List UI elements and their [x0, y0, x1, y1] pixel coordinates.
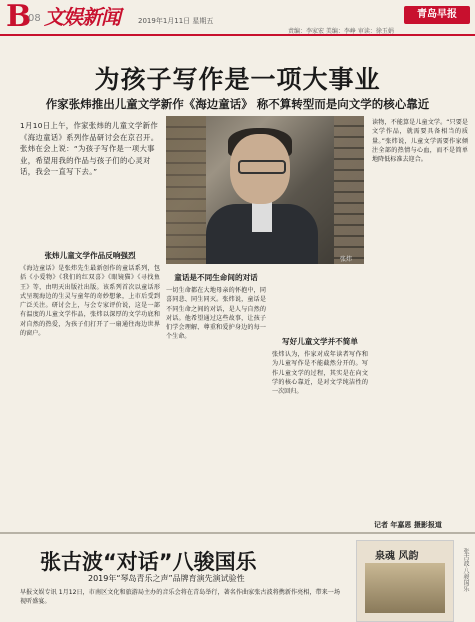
main-headline: 为孩子写作是一项大事业 — [94, 65, 381, 94]
author-photo — [166, 116, 364, 264]
section2-heading: 童话是不同生命间的对话 — [174, 273, 258, 282]
main-subheadline: 作家张炜推出儿童文学新作《海边童话》 称不算转型而是向文学的核心靠近 — [45, 97, 430, 111]
section-letter-logo: B — [6, 0, 32, 34]
section3-text: 张炜认为，作家对成年读者写作和为儿童写作是不能截然分开的。写作儿童文学的过程，其实是在向文学的核心靠近，是对文学纯洁性的一次回归。 — [272, 351, 368, 396]
section2-text: 一切生命都在大地母亲的怀抱中，同喜同悲、同生同灭。张炜说，童话是不同生命之间的对话，是人与自然的对话。他希望通过这些故事，让孩子们学会理解、尊重和爱护身边的每一个生命。 — [166, 287, 266, 341]
bottom-subheadline: 2019年“琴岛青乐之声”品牌育演先演试验性 — [88, 574, 245, 583]
section3-heading: 写好儿童文学并不简单 — [282, 337, 358, 346]
poster-title: 泉魂 风韵 — [375, 551, 419, 562]
issue-date: 2019年1月11日 星期五 — [138, 17, 214, 25]
person-glasses — [238, 160, 286, 174]
section1-heading: 张炜儿童文学作品反响强烈 — [44, 251, 136, 260]
lead-paragraph: 1月10日上午，作家张炜的儿童文学新作《海边童话》系列作品研讨会在京召开。张炜在会上说：“为孩子写作是一项大事业，希望用我的作品与孩子们的心灵对话，我会一直写下去。” — [20, 121, 159, 177]
bookshelf-right — [334, 116, 364, 264]
photo-caption: 张炜 — [340, 256, 353, 263]
section-title: 文娱新闻 — [44, 5, 120, 29]
poster-image — [365, 563, 445, 613]
bottom-intro: 早报文娱专讯 1月12日，市南区文化和旅游局主办的音乐会将在青岛举行，著名作曲家张古波将携新作亮相，带来一场视听盛宴。 — [20, 589, 340, 606]
bottom-headline: 张古波“对话”八骏国乐 — [40, 550, 257, 574]
bookshelf-left — [166, 116, 206, 264]
concert-poster-photo — [356, 540, 454, 622]
bottom-photo-caption: 张古波·八骏国乐 — [462, 548, 469, 592]
reporter-credit: 记者 年嘉恩 摄影报道 — [374, 521, 442, 529]
right-column-text: 读物，不能算是儿童文学。“只要是文学作品，就需要具备相当的质量。”张炜说，儿童文学需要作家倾注全部的热情与心血，而不是简单地降低标准去迎合。 — [372, 119, 468, 164]
page-number: 08 — [28, 13, 41, 24]
person-shirt — [252, 202, 272, 232]
newspaper-brand: 青岛早报 — [404, 6, 470, 24]
section1-text: 《海边童话》是张炜先生最新创作的童话系列，包括《小爱物》《我们的红双喜》《眼镜猫》《寻找鱼王》等，由明天出版社出版。该系列首次以童话形式呈现海边的生灵与童年的奇妙想象，上市后受到广泛关注。研讨会上，与会专家评价说，这是一部有温度的儿童文学作品，张炜以深厚的文学功底和对自然的热爱，为孩子们打开了一扇通往海边世界的窗户。 — [20, 265, 160, 338]
editors-line: 责编：李家宏 美编：李峥 审读：徐玉娟 — [288, 28, 394, 35]
article-divider — [0, 532, 475, 534]
